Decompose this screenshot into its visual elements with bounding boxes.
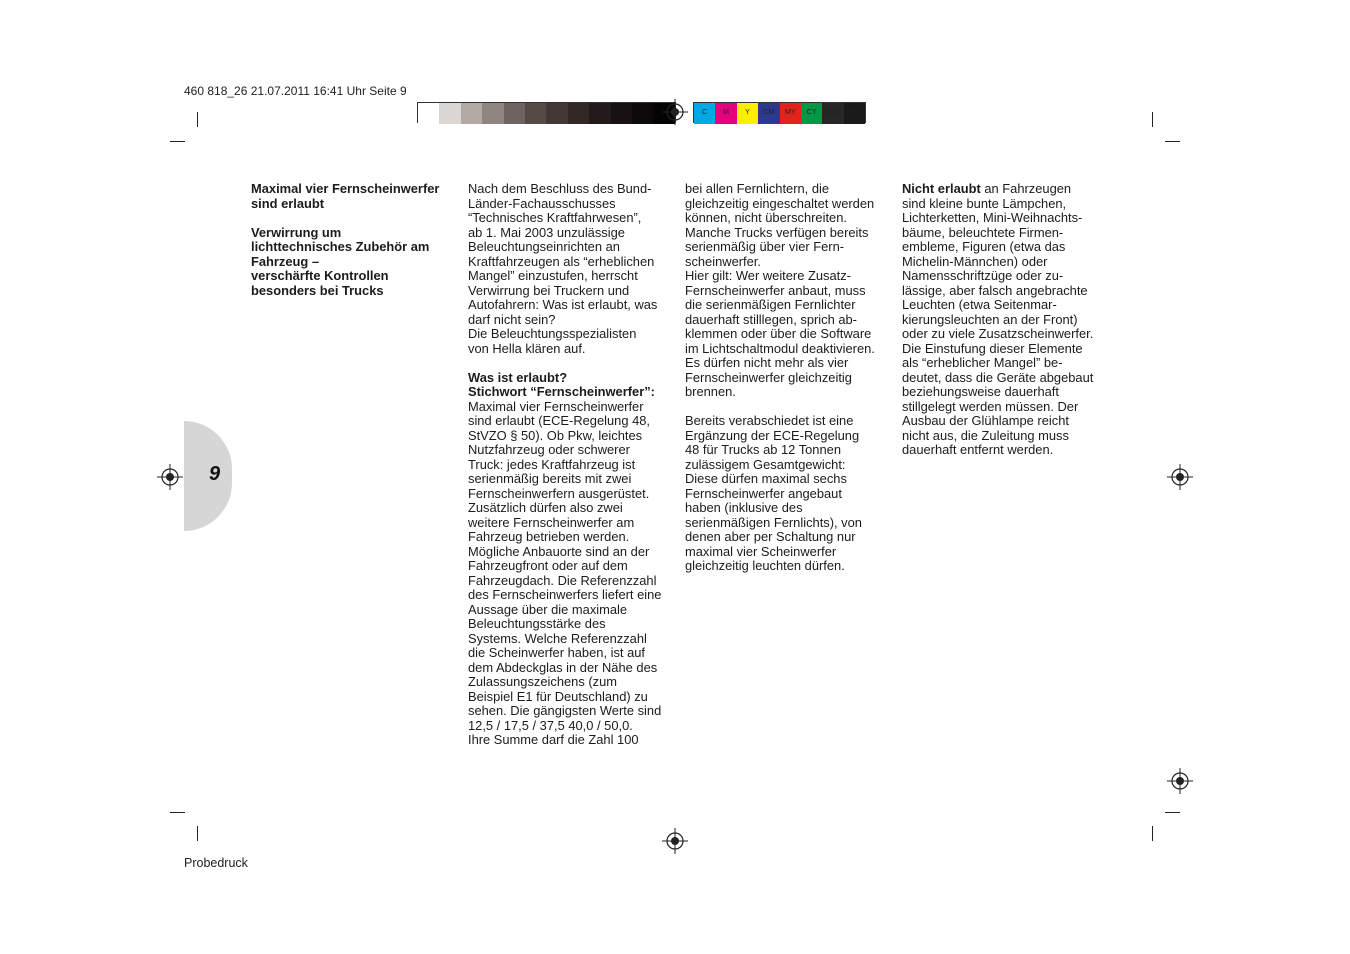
intro-paragraph: Nach dem Beschluss des Bund- Länder-Fachausschusses “Technisches Kraftfahrwesen”, ab 1. Mai 2003 unzulässige Beleuchtungseinrichten an Kraftfahrzeugen als “erheblichen Mangel” einzustufen, herrscht Verwirrung bei Truckern und Autofahrern: Was ist erlaubt, was darf nicht sein? Die Beleuchtungsspezialisten von Hella klären auf. — [468, 181, 658, 356]
gray-swatch — [504, 103, 525, 124]
color-swatch: K — [844, 103, 865, 124]
crop-mark — [1165, 812, 1180, 813]
color-swatch: CY — [801, 103, 822, 124]
registration-mark-icon — [662, 99, 688, 125]
gray-swatch — [589, 103, 610, 124]
footer-label: Probedruck — [184, 856, 248, 870]
body-paragraph: Maximal vier Fernscheinwerfer sind erlaubt (ECE-Regelung 48, StVZO § 50). Ob Pkw, leichtes Nutzfahrzeug oder schwerer Truck: jedes Kraftfahrzeug ist serienmäßig bereits mit zwei Fernscheinwerfern ausgerüstet. Zusätzlich dürfen also zwei weitere Fernscheinwerfer am Fahrzeug betrieben werden. Mögliche Anbauorte sind an der Fahrzeugfront oder auf dem Fahrzeugdach. Die Referenzzahl des Fernscheinwerfers liefert eine Aussage über die maximale Beleuchtungsstärke des Systems. Welche Referenzzahl die Scheinwerfer haben, ist auf dem Abdeckglas in der Nähe des Zulassungszeichens (zum Beispiel E1 für Deutschland) zu sehen. Die gängigsten Werte sind 12,5 / 17,5 / 37,5 40,0 / 50,0. Ihre Summe darf die Zahl 100 — [468, 398, 662, 747]
registration-mark-icon — [1167, 768, 1193, 794]
gray-swatch — [632, 103, 653, 124]
crop-mark — [197, 112, 198, 127]
page-number-tab — [184, 421, 232, 531]
heading-sub: Verwirrung um lichttechnisches Zubehör am Fahrzeug – verschärfte Kontrollen besonders bei Trucks — [251, 224, 430, 298]
color-swatch: CM — [758, 103, 779, 124]
gray-scale-bar — [417, 102, 676, 123]
crop-mark — [197, 826, 198, 841]
lead-bold: Nicht erlaubt — [902, 181, 981, 196]
gray-swatch — [461, 103, 482, 124]
gray-swatch — [546, 103, 567, 124]
color-swatch: MY — [780, 103, 801, 124]
gray-swatch — [568, 103, 589, 124]
gray-swatch — [482, 103, 503, 124]
print-slug: 460 818_26 21.07.2011 16:41 Uhr Seite 9 — [184, 84, 407, 98]
color-swatch: M — [715, 103, 736, 124]
text-column-2 — [468, 182, 670, 748]
crop-mark — [1152, 112, 1153, 127]
crop-mark — [170, 141, 185, 142]
gray-swatch — [525, 103, 546, 124]
color-swatch: C — [694, 103, 715, 124]
registration-mark-icon — [662, 828, 688, 854]
crop-mark — [1165, 141, 1180, 142]
text-column-3 — [685, 182, 887, 574]
section-heading: Was ist erlaubt? Stichwort “Fernscheinwerfer”: — [468, 369, 655, 399]
registration-mark-icon — [1167, 464, 1193, 490]
heading-main: Maximal vier Fernscheinwerfer sind erlaubt — [251, 181, 440, 211]
color-swatch: Y — [737, 103, 758, 124]
page-number: 9 — [209, 463, 221, 485]
body-paragraph — [902, 182, 1104, 458]
body-paragraph: bei allen Fernlichtern, die gleichzeitig eingeschaltet werden können, nicht überschreiten. Manche Trucks verfügen bereits serienmäßig über vier Fern- scheinwerfer. Hier gilt: Wer weitere Zusatz- Fernscheinwerfer anbaut, muss die serienmäßigen Fernlichter dauerhaft stilllegen, sprich ab- klemmen oder über die Software im Lichtschaltmodul deaktivieren. Es dürfen nicht mehr als vier Fernscheinwerfer gleichzeitig brennen. — [685, 181, 875, 399]
lead-text: an Fahrzeugen sind kleine bunte Lämpchen, Lichterketten, Mini-Weihnachts- bäume, beleuchtete Firmen- embleme, Figuren (etwa das Michelin-Männchen) oder Namensschriftzüge oder zu- lässige, aber falsch angebrachte Leuchten (etwa Seitenmar- kierungsleuchten an der Front) oder zu viele Zusatzscheinwerfer. Die Einstufung dieser Elemente als “erheblicher Mangel” be- deutet, dass die Geräte abgebaut beziehungsweise dauerhaft stillgelegt werden müssen. Der Ausbau der Glühlampe reicht nicht aus, die Zuleitung muss dauerhaft entfernt werden. — [902, 181, 1094, 457]
sidebar-headings — [251, 182, 456, 298]
gray-swatch — [439, 103, 460, 124]
cmyk-color-bar — [693, 102, 866, 123]
crop-mark — [1152, 826, 1153, 841]
text-column-4 — [902, 182, 1104, 458]
color-swatch: CMY — [822, 103, 843, 124]
body-paragraph: Bereits verabschiedet ist eine Ergänzung der ECE-Regelung 48 für Trucks ab 12 Tonnen zulässigem Gesamtgewicht: Diese dürfen maximal sechs Fernscheinwerfer angebaut haben (inklusive des serienmäßigen Fernlichts), von denen aber per Schaltung nur maximal vier Scheinwerfer gleichzeitig leuchten dürfen. — [685, 413, 862, 573]
registration-mark-icon — [157, 464, 183, 490]
crop-mark — [170, 812, 185, 813]
gray-swatch — [611, 103, 632, 124]
gray-swatch — [418, 103, 439, 124]
